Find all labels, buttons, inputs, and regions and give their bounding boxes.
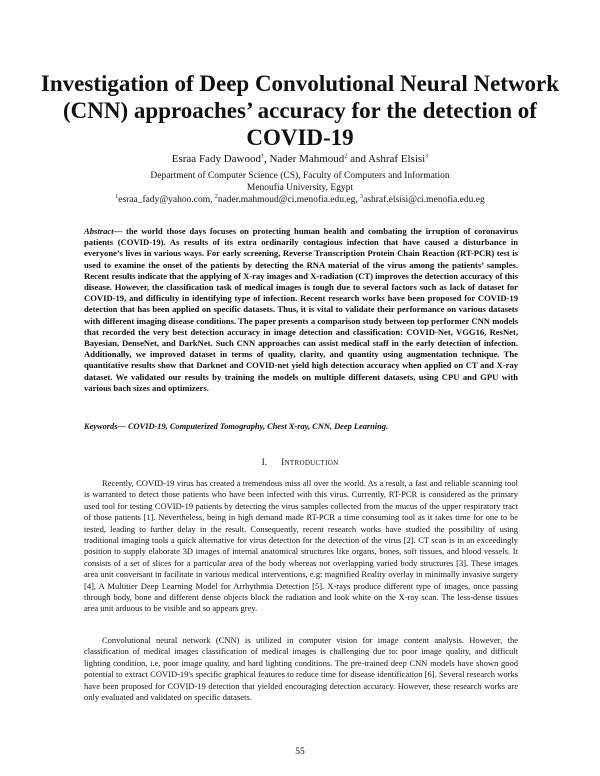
body-paragraph: Convolutional neural network (CNN) is utilized in computer vision for image content analysis. However, the classification of medical images classification of medical images is challenging due to: poor image quality, and difficult lighting condition, i.e, poor image quality, and hard lighting conditions. The pre-trained deep CNN models have shown good potential to extract COVID-19's specific graphical features to reduce time for disease identification [6]. Several research works have been proposed for COVID-19 detection that yielded encouraging detection accuracy. However, these research works are only evaluated and validated on specific datasets. <box>84 635 518 703</box>
author-superscript: 2 <box>344 153 348 160</box>
email-address: ashraf.elsisi@ci.menofia.edu.eg <box>363 195 485 205</box>
author-name: Nader Mahmoud <box>269 153 345 165</box>
author-superscript: 1 <box>260 153 264 160</box>
email-address: nader.mahmoud@ci.menofia.edu.eg, <box>217 195 361 205</box>
author-name: Esraa Fady Dawood <box>171 153 261 165</box>
page-number: 55 <box>295 747 305 757</box>
abstract-label: Abstract— <box>84 226 123 236</box>
affiliation-department: Department of Computer Science (CS), Faculty of Computers and Information <box>150 171 450 181</box>
author-superscript: 3 <box>425 153 429 160</box>
email-superscript: 2 <box>214 193 218 200</box>
paper-title: Investigation of Deep Convolutional Neural Network (CNN) approaches’ accuracy for the detection of COVID-19 <box>40 71 560 150</box>
abstract-text: the world those days focuses on protecting human health and combating the irruption of coronavirus patients (COVID-19). As results of its extra ordinarily contagious infection that have caused a disturbance in everyone’s lives in various ways. For early screening, Reverse Transcription Protein Chain Reaction (RT-PCR) test is used to examine the onset of the patients by detecting the RNA material of the virus among the patients’ samples. Recent results indicate that the applying of X-ray images and X-radiation (CT) improves the detection accuracy of this disease. However, the classification task of medical images is tough due to several factors such as lack of dataset for COVID-19, and difficulty in identifying type of infection. Recent research works have been proposed for COVID-19 detection that has been applied on specific datasets. Thus, it is vital to validate their performance on various datasets with different imaging disease conditions. The paper presents a comparison study between top performer CNN models that recorded the very best detection accuracy in image detection and classification: COVID-Net, VGG16, ResNet, Bayesian, DenseNet, and DarkNet. Such CNN approaches can assist medical staff in the early detection of infection. Additionally, we improved dataset in terms of quality, clarity, and quantity using augmentation technique. The quantitative results show that Darknet and COVID-net yield high detection accuracy when applied on CT and X-ray dataset. We validated our results by training the models on multiple different datasets, using CPU and GPU with various bach sizes and optimizers. <box>84 226 518 393</box>
email-superscript: 3 <box>360 193 364 200</box>
body-paragraph: Recently, COVID-19 virus has created a tremendous miss all over the world. As a result, a fast and reliable scanning tool is warranted to detect those patients who have been infected with this virus. Currently, RT-PCR is considered as the primary used tool for testing COVID-19 patients by detecting the virus samples collected from the mucus of the upper respiratory tract of those patients [1]. Nevertheless, being in high demand made RT-PCR a time consuming tool as it takes time for one to be tested, leading to further delay in the result. Consequently, recent research works have studied the possibility of using traditional imaging tools a quick alternative for virus detection for the detection of the virus [2]. CT scan is in an exceedingly position to supply elaborate 3D images of internal anatomical structures like organs, bones, soft tissues, and blood vessels. It consists of a set of slices for a particular area of the body whereas not overlapping varied body structures [3]. These images area unit conversant in facilitate in various medical interventions, e.g: magnified Reality overlay in minimally invasive surgery [4], A Multitier Deep Learning Model for Arrhythmia Detection [5]. X-rays produce different type of images, once passing through body, bone and different dense objects block the radiation and look white on the X-ray scan. The less-dense tissues area unit arduous to be visible and so appears grey. <box>84 478 518 614</box>
abstract <box>84 226 518 394</box>
author-list <box>40 153 560 166</box>
author-separator: and <box>347 153 369 165</box>
section-heading <box>40 457 560 469</box>
email-address: esraa_fady@yahoo.com, <box>118 195 215 205</box>
author-emails <box>40 194 560 206</box>
section-title: Introduction <box>281 458 339 468</box>
author-separator: , <box>263 153 270 165</box>
affiliation-block <box>40 170 560 206</box>
keywords: Keywords— COVID-19, Computerized Tomography, Chest X-ray, CNN, Deep Learning. <box>84 422 389 431</box>
email-superscript: 1 <box>115 193 119 200</box>
section-number: I. <box>261 458 268 468</box>
affiliation-university: Menoufia University, Egypt <box>246 183 354 193</box>
author-name: Ashraf Elsisi <box>368 153 426 165</box>
